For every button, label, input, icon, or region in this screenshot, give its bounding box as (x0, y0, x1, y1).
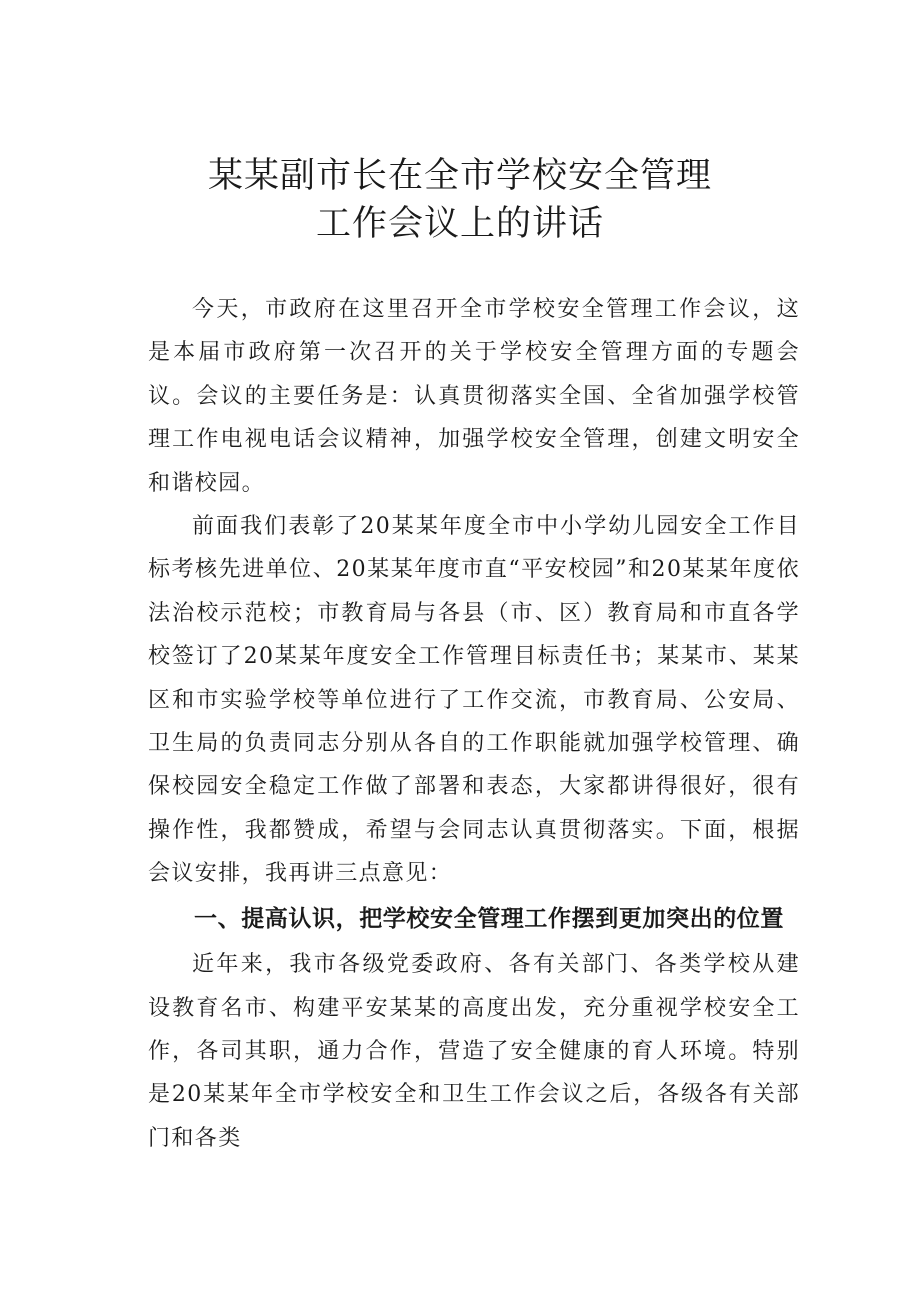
page-title (0, 152, 920, 248)
document-body (148, 288, 800, 1160)
paragraph-intro: 今天，市政府在这里召开全市学校安全管理工作会议，这是本届市政府第一次召开的关于学校安全管理方面的专题会议。会议的主要任务是：认真贯彻落实全国、全省加强学校管理工作电视电话会议精神，加强学校安全管理，创建文明安全和谐校园。 (148, 297, 800, 496)
title-line-1: 某某副市长在全市学校安全管理 (207, 156, 712, 196)
title-line-2: 工作会议上的讲话 (315, 204, 604, 244)
paragraph-section-1: 近年来，我市各级党委政府、各有关部门、各类学校从建设教育名市、构建平安某某的高度出发，充分重视学校安全工作，各司其职，通力合作，营造了安全健康的育人环境。特别是20某某年全市学校安全和卫生工作会议之后，各级各有关部门和各类 (148, 952, 800, 1151)
paragraph-commendations: 前面我们表彰了20某某年度全市中小学幼儿园安全工作目标考核先进单位、20某某年度市直“平安校园”和20某某年度依法治校示范校；市教育局与各县（市、区）教育局和市直各学校签订了20某某年度安全工作管理目标责任书；某某市、某某区和市实验学校等单位进行了工作交流，市教育局、公安局、卫生局的负责同志分别从各自的工作职能就加强学校管理、确保校园安全稳定工作做了部署和表态，大家都讲得很好，很有操作性，我都赞成，希望与会同志认真贯彻落实。下面，根据会议安排，我再讲三点意见： (148, 514, 800, 887)
section-heading-1: 一、提高认识，把学校安全管理工作摆到更加突出的位置 (194, 905, 784, 932)
